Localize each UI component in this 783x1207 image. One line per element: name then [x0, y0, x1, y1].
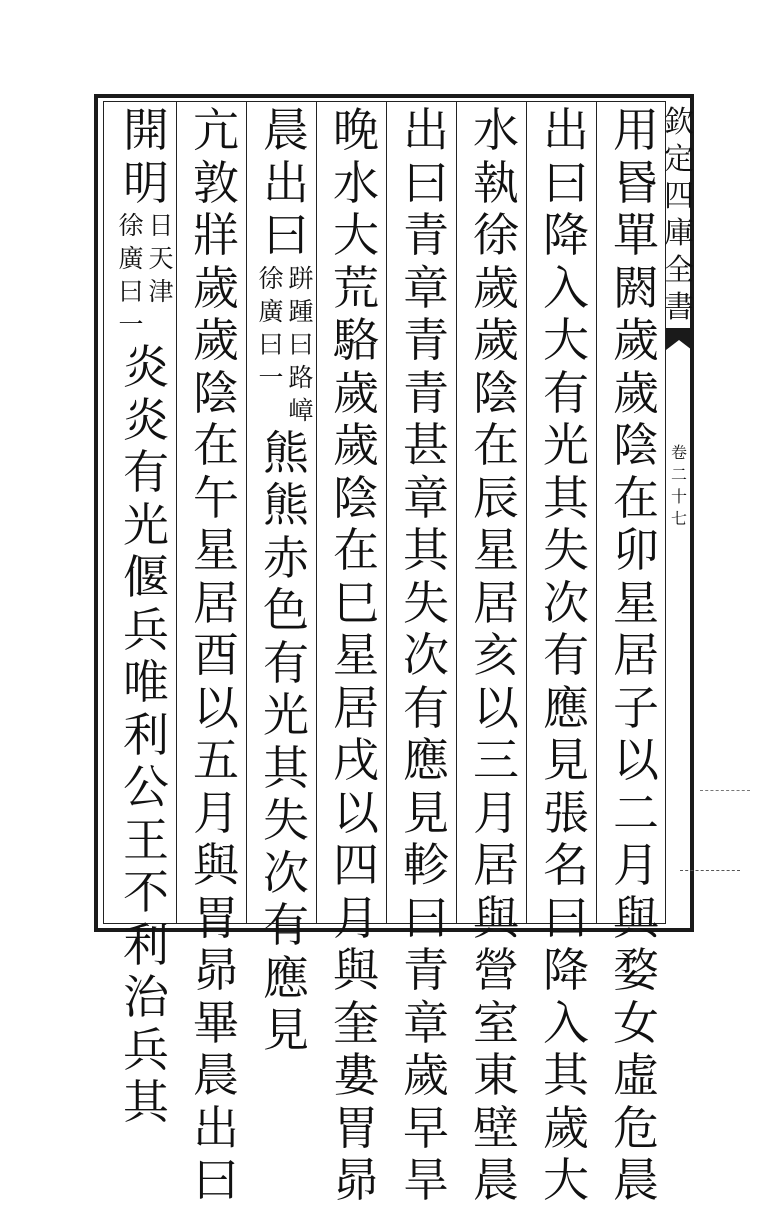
text-char: 應: [543, 680, 589, 735]
text-char: 開: [123, 103, 169, 157]
annotation-char: 徐: [118, 211, 144, 240]
text-char: 用: [613, 103, 659, 157]
text-char: 子: [613, 680, 659, 735]
text-char: 降: [543, 208, 589, 262]
text-char: 見: [543, 733, 589, 787]
side-title-char: 庫: [664, 216, 694, 251]
text-char: 早: [403, 1100, 449, 1155]
text-char: 炎: [123, 392, 169, 447]
text-char: 有: [403, 680, 449, 735]
text-char: 以: [473, 680, 519, 735]
text-char: 居: [193, 575, 239, 630]
scan-edge-mark: [700, 790, 750, 791]
text-char: 陰: [333, 470, 379, 525]
text-char: 婺: [613, 943, 659, 997]
text-char: 胃: [193, 890, 239, 945]
text-char: 月: [613, 838, 659, 892]
text-char: 單: [613, 208, 659, 262]
text-char: 歲: [193, 260, 239, 315]
text-char: 駱: [333, 313, 379, 367]
fish-tail-mark-icon: [666, 328, 692, 350]
text-char: 歲: [193, 313, 239, 367]
annotation-char: 廣: [118, 244, 144, 273]
text-char: 在: [613, 470, 659, 525]
text-char: 光: [123, 497, 169, 552]
volume-label-char: 二: [670, 465, 687, 484]
text-char: 女: [613, 995, 659, 1050]
text-char: 昬: [613, 155, 659, 210]
column-rule: [596, 101, 597, 924]
text-char: 出: [403, 103, 449, 157]
text-char: 次: [543, 575, 589, 630]
text-char: 二: [613, 785, 659, 840]
text-char: 在: [193, 418, 239, 472]
annotation-char: 徐: [258, 263, 284, 293]
text-char: 出: [193, 1100, 239, 1155]
text-char: 晨: [473, 1153, 519, 1207]
text-char: 晨: [263, 103, 309, 157]
annotation-column-right: [146, 209, 176, 341]
annotation-char: 嶂: [288, 395, 314, 425]
annotation-char: 廣: [258, 296, 284, 326]
annotation-char: 踵: [288, 296, 314, 326]
text-char: 在: [473, 418, 519, 472]
text-char: 以: [613, 733, 659, 787]
text-char: 居: [613, 628, 659, 682]
annotation-block: [116, 209, 176, 341]
side-title: [664, 104, 694, 326]
text-char: 歲: [613, 365, 659, 420]
column-rule: [526, 101, 527, 924]
annotation-char: 跰: [288, 263, 314, 293]
text-char: 東: [473, 1048, 519, 1102]
text-char: 出: [263, 155, 309, 210]
text-char: 與: [193, 838, 239, 892]
text-char: 胃: [333, 1100, 379, 1155]
text-char: 月: [193, 785, 239, 840]
text-char: 章: [403, 260, 449, 315]
text-char: 辰: [473, 470, 519, 525]
text-char: 應: [263, 950, 309, 1005]
text-char: 奎: [333, 995, 379, 1050]
text-char: 有: [263, 635, 309, 690]
text-char: 閼: [613, 260, 659, 315]
text-char: 失: [403, 575, 449, 630]
text-char: 以: [333, 785, 379, 840]
annotation-char: 路: [288, 362, 314, 392]
text-char: 婁: [333, 1048, 379, 1102]
text-char: 亢: [193, 103, 239, 157]
text-char: 陰: [473, 365, 519, 420]
volume-label: [668, 442, 690, 530]
text-char: 見: [403, 785, 449, 840]
side-title-char: 欽: [664, 105, 694, 140]
text-char: 軫: [403, 838, 449, 892]
text-char: 青: [403, 943, 449, 997]
text-char: 明: [123, 155, 169, 210]
text-char: 其: [543, 470, 589, 525]
annotation-char: 曰: [118, 277, 144, 306]
text-char: 青: [403, 313, 449, 367]
text-char: 居: [473, 575, 519, 630]
text-char: 利: [123, 707, 169, 762]
text-char: 星: [613, 575, 659, 630]
text-char: 曰: [403, 890, 449, 945]
text-char: 有: [543, 628, 589, 682]
text-char: 月: [333, 890, 379, 945]
text-char: 營: [473, 943, 519, 997]
text-char: 其: [263, 740, 309, 795]
text-char: 荒: [333, 260, 379, 315]
text-char: 水: [333, 155, 379, 210]
column-rule: [456, 101, 457, 924]
text-char: 月: [473, 785, 519, 840]
text-char: 見: [263, 1003, 309, 1057]
annotation-char: 一: [258, 362, 284, 392]
text-char: 歲: [473, 260, 519, 315]
text-char: 偃: [123, 550, 169, 604]
text-char: 敦: [193, 155, 239, 210]
text-char: 色: [263, 583, 309, 637]
text-char: 卯: [613, 523, 659, 577]
text-char: 歲: [473, 313, 519, 367]
annotation-char: 日: [148, 211, 174, 240]
volume-label-char: 七: [670, 509, 687, 528]
annotation-column-left: [116, 209, 146, 341]
text-char: 其: [543, 1048, 589, 1102]
text-char: 星: [333, 628, 379, 682]
text-column-4: [396, 104, 456, 1207]
text-char: 赤: [263, 530, 309, 585]
text-char: 唯: [123, 655, 169, 709]
text-char: 光: [263, 688, 309, 742]
text-char: 歲: [403, 1048, 449, 1102]
text-char: 與: [333, 943, 379, 997]
text-char: 名: [543, 838, 589, 892]
text-char: 有: [123, 445, 169, 499]
annotation-char: 天: [148, 244, 174, 273]
text-char: 亥: [473, 628, 519, 682]
text-char: 出: [543, 103, 589, 157]
text-char: 大: [543, 313, 589, 367]
text-char: 壁: [473, 1100, 519, 1155]
text-char: 大: [333, 208, 379, 262]
text-char: 水: [473, 103, 519, 157]
text-char: 兵: [123, 1022, 169, 1077]
text-char: 有: [543, 365, 589, 420]
text-char: 失: [263, 793, 309, 847]
text-char: 曰: [403, 155, 449, 210]
annotation-char: 曰: [258, 329, 284, 359]
text-char: 應: [403, 733, 449, 787]
text-char: 歲: [543, 1100, 589, 1155]
text-column-3: [466, 104, 526, 1207]
text-column-8: [116, 104, 176, 1129]
text-char: 利: [123, 917, 169, 972]
text-char: 降: [543, 943, 589, 997]
text-char: 午: [193, 470, 239, 525]
text-char: 五: [193, 733, 239, 787]
text-char: 與: [473, 890, 519, 945]
annotation-char: 津: [148, 277, 174, 306]
side-title-char: 全: [664, 253, 694, 288]
text-char: 大: [543, 1153, 589, 1207]
text-char: 晨: [613, 1153, 659, 1207]
scan-edge-mark: [680, 870, 740, 871]
text-column-6: [256, 104, 316, 1057]
text-char: 昴: [333, 1153, 379, 1207]
text-char: 次: [263, 845, 309, 900]
text-char: 章: [403, 995, 449, 1050]
text-char: 光: [543, 418, 589, 472]
text-char: 在: [333, 523, 379, 577]
text-column-7: [186, 104, 246, 1207]
text-char: 炎: [123, 340, 169, 394]
text-char: 章: [403, 470, 449, 525]
text-char: 三: [473, 733, 519, 787]
text-char: 曰: [193, 1153, 239, 1207]
text-char: 青: [403, 365, 449, 420]
text-char: 王: [123, 812, 169, 867]
text-char: 晨: [193, 1048, 239, 1102]
text-char: 昴: [193, 943, 239, 997]
text-char: 以: [193, 680, 239, 735]
text-char: 居: [473, 838, 519, 892]
side-title-char: 定: [664, 142, 694, 177]
column-rule: [316, 101, 317, 924]
text-column-2: [536, 104, 596, 1207]
text-char: 危: [613, 1100, 659, 1155]
text-char: 陰: [193, 365, 239, 420]
text-char: 星: [193, 523, 239, 577]
text-char: 不: [123, 865, 169, 919]
side-title-char: 四: [664, 179, 694, 214]
text-char: 歲: [333, 418, 379, 472]
annotation-column-right: [286, 262, 316, 427]
text-char: 熊: [263, 425, 309, 480]
text-char: 旱: [403, 1153, 449, 1207]
side-title-char: 書: [664, 290, 694, 325]
text-char: 曰: [543, 890, 589, 945]
annotation-block: [256, 262, 316, 427]
text-char: 牂: [193, 208, 239, 262]
column-rule: [176, 101, 177, 924]
text-char: 公: [123, 760, 169, 814]
text-char: 室: [473, 995, 519, 1050]
text-char: 失: [543, 523, 589, 577]
text-char: 晚: [333, 103, 379, 157]
annotation-char: 一: [118, 310, 144, 339]
text-column-5: [326, 104, 386, 1207]
column-rule: [386, 101, 387, 924]
text-char: 歲: [333, 365, 379, 420]
text-char: 次: [403, 628, 449, 682]
column-rule: [246, 101, 247, 924]
text-char: 入: [543, 995, 589, 1050]
text-char: 徐: [473, 208, 519, 262]
text-char: 張: [543, 785, 589, 840]
text-char: 星: [473, 523, 519, 577]
text-char: 與: [613, 890, 659, 945]
text-char: 熊: [263, 478, 309, 532]
text-char: 巳: [333, 575, 379, 630]
text-char: 有: [263, 898, 309, 952]
text-char: 入: [543, 260, 589, 315]
text-column-1: [606, 104, 666, 1207]
text-char: 青: [403, 208, 449, 262]
text-char: 甚: [403, 418, 449, 472]
text-char: 戌: [333, 733, 379, 787]
text-char: 虛: [613, 1048, 659, 1102]
annotation-column-left: [256, 262, 286, 427]
text-char: 四: [333, 838, 379, 892]
text-char: 酉: [193, 628, 239, 682]
text-char: 歲: [613, 313, 659, 367]
text-char: 執: [473, 155, 519, 210]
text-char: 畢: [193, 995, 239, 1050]
text-char: 其: [123, 1075, 169, 1129]
annotation-char: 曰: [288, 329, 314, 359]
text-char: 其: [403, 523, 449, 577]
text-char: 兵: [123, 602, 169, 657]
volume-label-char: 十: [670, 487, 687, 506]
text-char: 治: [123, 970, 169, 1024]
text-char: 曰: [263, 208, 309, 262]
text-char: 陰: [613, 418, 659, 472]
volume-label-char: 卷: [670, 443, 687, 462]
text-char: 曰: [543, 155, 589, 210]
text-char: 居: [333, 680, 379, 735]
